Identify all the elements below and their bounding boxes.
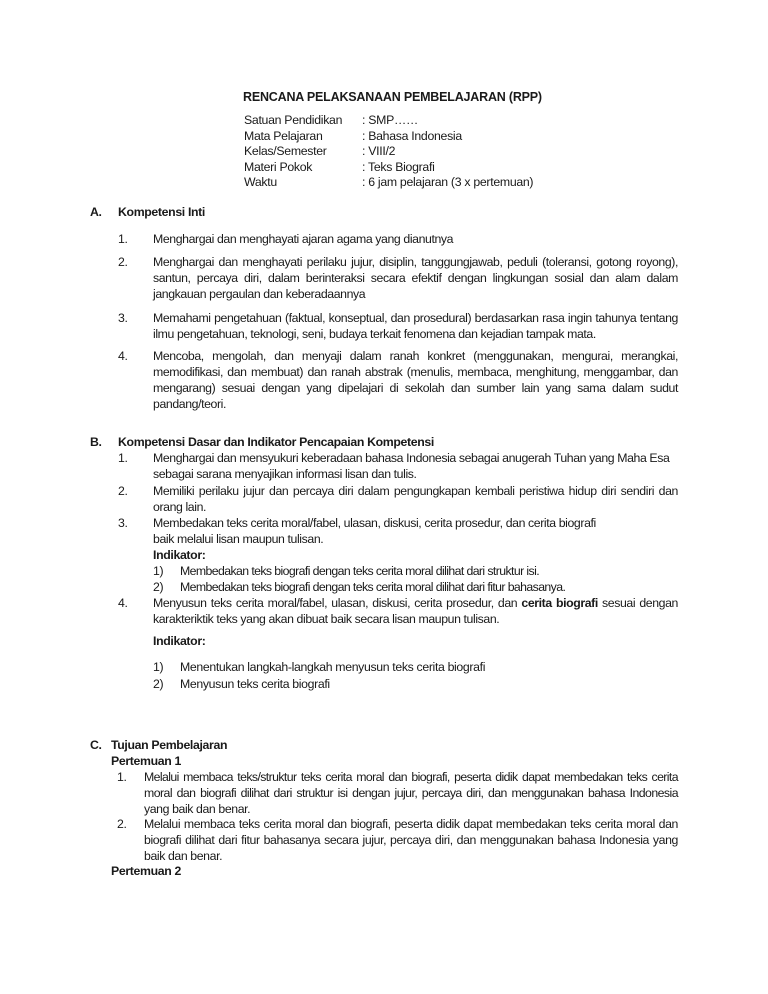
list-number: 3. <box>118 516 128 530</box>
indikator-number: 2) <box>153 677 164 691</box>
list-item-text <box>153 596 678 612</box>
list-number: 1. <box>118 451 128 465</box>
list-item <box>153 311 678 343</box>
identity-value: : Teks Biografi <box>362 159 435 174</box>
section-b-letter: B. <box>90 435 102 449</box>
list-item-text: pandang/teori. <box>153 396 227 411</box>
indikator-number: 1) <box>153 564 164 578</box>
document-title: RENCANA PELAKSANAAN PEMBELAJARAN (RPP) <box>243 90 542 104</box>
list-number: 4. <box>118 349 128 363</box>
list-item-text: moral dan biografi dilihat dari struktur isi dengan jujur, percaya diri, dan menggunakan bahasa Indonesia <box>144 785 678 800</box>
list-item-text: Menghargai dan mensyukuri keberadaan bahasa Indonesia sebagai anugerah Tuhan yang Maha Esa <box>153 451 670 465</box>
highlight-term: cerita biografi <box>521 596 598 610</box>
identity-value: : 6 jam pelajaran (3 x pertemuan) <box>362 175 534 189</box>
list-item-text: biografi dilihat dari fitur bahasanya secara jujur, percaya diri, dan menggunakan bahasa Indonesia yang <box>144 832 678 847</box>
indikator-number: 1) <box>153 660 164 674</box>
list-item-text: jangkauan pergaulan dan keberadaannya <box>153 286 366 301</box>
list-item <box>153 451 678 483</box>
list-item-text: orang lain. <box>153 499 207 514</box>
indikator-text: Menyusun teks cerita biografi <box>180 677 330 691</box>
list-item-text: mengarang) sesuai dengan yang dipelajari di sekolah dan sumber lain yang sama dalam sudut <box>153 380 678 395</box>
list-item-text: Memiliki perilaku jujur dan percaya diri dalam pengungkapan kembali peristiwa hidup diri sendiri dan <box>153 484 678 498</box>
list-item-text: karakteriktik teks yang akan dibuat baik secara lisan maupun tulisan. <box>153 611 500 626</box>
list-item-text: Mencoba, mengolah, dan menyaji dalam ranah konkret (menggunakan, mengurai, merangkai, <box>153 349 678 363</box>
list-item-text: Melalui membaca teks/struktur teks cerita moral dan biografi, peserta didik dapat membedakan teks cerita <box>144 770 678 784</box>
list-item-text: memodifikasi, dan membuat) dan ranah abstrak (menulis, membaca, menghitung, menggambar, dan <box>153 364 678 379</box>
list-number: 2. <box>117 817 127 831</box>
meeting-heading: Pertemuan 2 <box>111 864 181 878</box>
indikator-number: 2) <box>153 580 164 594</box>
indikator-label: Indikator: <box>153 634 206 648</box>
list-item-text: Melalui membaca teks cerita moral dan biografi, peserta didik dapat membedakan teks cerita moral dan <box>144 817 678 831</box>
list-item <box>144 817 678 865</box>
identity-label: Mata Pelajaran <box>244 128 323 143</box>
section-c-heading: Tujuan Pembelajaran <box>111 738 228 752</box>
list-item <box>153 596 678 628</box>
identity-value: : VIII/2 <box>362 144 396 158</box>
identity-label: Materi Pokok <box>244 159 313 174</box>
list-item <box>153 232 678 248</box>
list-item-text: santun, percaya diri, dalam berinteraksi secara efektif dengan lingkungan sosial dan alam dalam <box>153 270 678 285</box>
indikator-text: Membedakan teks biografi dengan teks cerita moral dilihat dari struktur isi. <box>180 564 540 578</box>
indikator-text: Menentukan langkah-langkah menyusun teks cerita biografi <box>180 660 486 674</box>
list-item <box>153 255 678 303</box>
list-item <box>153 349 678 413</box>
list-item-text: Membedakan teks cerita moral/fabel, ulasan, diskusi, cerita prosedur, dan cerita biografi <box>153 516 596 530</box>
indikator-label: Indikator: <box>153 548 206 562</box>
indikator-text: Membedakan teks biografi dengan teks cerita moral dilihat dari fitur bahasanya. <box>180 580 566 594</box>
list-item <box>144 770 678 818</box>
list-item-text: baik dan benar. <box>144 848 223 863</box>
list-item-text: baik melalui lisan maupun tulisan. <box>153 531 324 546</box>
identity-value: : SMP…… <box>362 113 418 127</box>
identity-label: Satuan Pendidikan <box>244 113 343 127</box>
list-number: 2. <box>118 484 128 498</box>
list-item-text-part: sesuai dengan <box>597 596 678 610</box>
list-item-text: sebagai sarana menyajikan informasi lisan dan tulis. <box>153 466 417 481</box>
list-number: 1. <box>118 232 128 246</box>
identity-value: : Bahasa Indonesia <box>362 128 462 143</box>
section-a-letter: A. <box>90 205 102 219</box>
list-item-text-part: Menyusun teks cerita moral/fabel, ulasan, diskusi, cerita prosedur, dan <box>153 596 522 610</box>
list-number: 4. <box>118 596 128 610</box>
section-c-letter: C. <box>90 738 102 752</box>
list-item-text: yang baik dan benar. <box>144 801 251 816</box>
list-number: 1. <box>117 770 127 784</box>
list-item <box>153 484 678 516</box>
list-item <box>153 516 678 548</box>
list-item-text: Menghargai dan menghayati perilaku jujur, disiplin, tanggungjawab, peduli (toleransi, gotong royong), <box>153 255 678 269</box>
list-number: 2. <box>118 255 128 269</box>
list-item-text: ilmu pengetahuan, teknologi, seni, budaya terkait fenomena dan kejadian tampak mata. <box>153 326 596 341</box>
list-item-text: Menghargai dan menghayati ajaran agama yang dianutnya <box>153 232 454 246</box>
meeting-heading: Pertemuan 1 <box>111 754 181 768</box>
identity-label: Waktu <box>244 175 277 189</box>
section-b-heading: Kompetensi Dasar dan Indikator Pencapaian Kompetensi <box>118 435 434 449</box>
identity-table <box>244 113 562 191</box>
list-number: 3. <box>118 311 128 325</box>
section-a-heading: Kompetensi Inti <box>118 205 205 219</box>
identity-label: Kelas/Semester <box>244 144 327 158</box>
list-item-text: Memahami pengetahuan (faktual, konseptual, dan prosedural) berdasarkan rasa ingin tahunya tentang <box>153 311 678 325</box>
